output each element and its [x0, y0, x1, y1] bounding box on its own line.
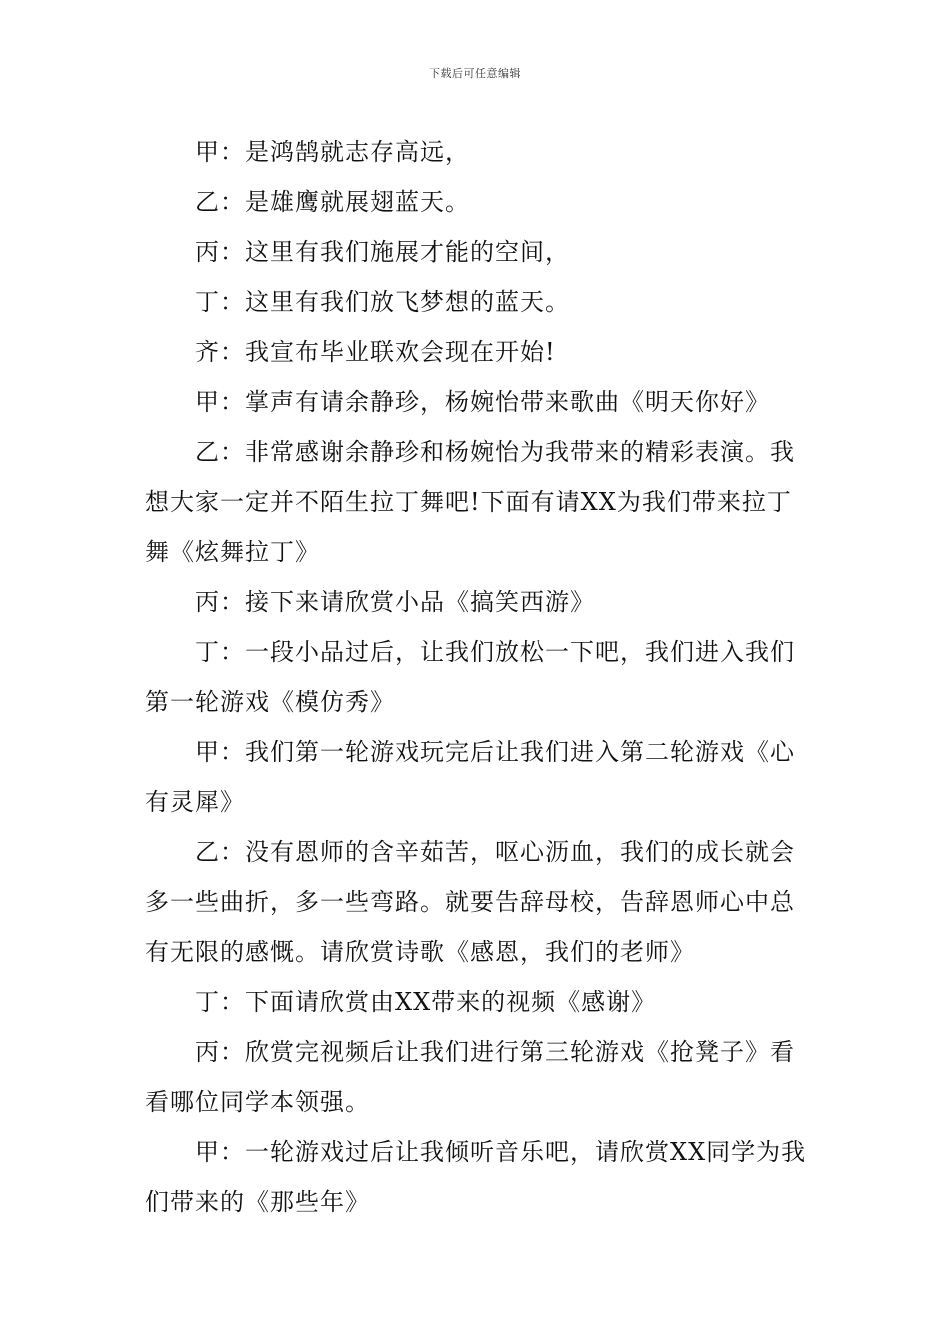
- script-line: 齐：我宣布毕业联欢会现在开始!: [195, 338, 556, 366]
- script-line: 甲：是鸿鹄就志存高远，: [195, 138, 470, 166]
- script-line: 乙：非常感谢余静珍和杨婉怡为我带来的精彩表演。我想大家一定并不陌生拉丁舞吧!下面有请XX为我们带来拉丁舞《炫舞拉丁》: [145, 438, 795, 566]
- script-line: 乙：是雄鹰就展翅蓝天。: [195, 188, 470, 216]
- script-line: 丙：欣赏完视频后让我们进行第三轮游戏《抢凳子》看看哪位同学本领强。: [145, 1038, 795, 1116]
- script-line: 丁：这里有我们放飞梦想的蓝天。: [195, 288, 570, 316]
- script-line: 丁：一段小品过后，让我们放松一下吧，我们进入我们第一轮游戏《模仿秀》: [145, 638, 795, 716]
- script-line: 丙：接下来请欣赏小品《搞笑西游》: [195, 588, 595, 616]
- page-header: 下载后可任意编辑: [429, 67, 521, 80]
- script-line: 甲：我们第一轮游戏玩完后让我们进入第二轮游戏《心有灵犀》: [145, 738, 795, 816]
- script-line: 乙：没有恩师的含辛茹苦，呕心沥血，我们的成长就会多一些曲折，多一些弯路。就要告辞母校，告辞恩师心中总有无限的感慨。请欣赏诗歌《感恩，我们的老师》: [145, 838, 795, 966]
- script-line: 丙：这里有我们施展才能的空间，: [195, 238, 570, 266]
- script-line: 甲：掌声有请余静珍，杨婉怡带来歌曲《明天你好》: [195, 388, 770, 416]
- document-body: [145, 127, 810, 1227]
- script-line: 丁：下面请欣赏由XX带来的视频《感谢》: [195, 988, 657, 1016]
- script-line: 甲：一轮游戏过后让我倾听音乐吧，请欣赏XX同学为我们带来的《那些年》: [145, 1138, 807, 1216]
